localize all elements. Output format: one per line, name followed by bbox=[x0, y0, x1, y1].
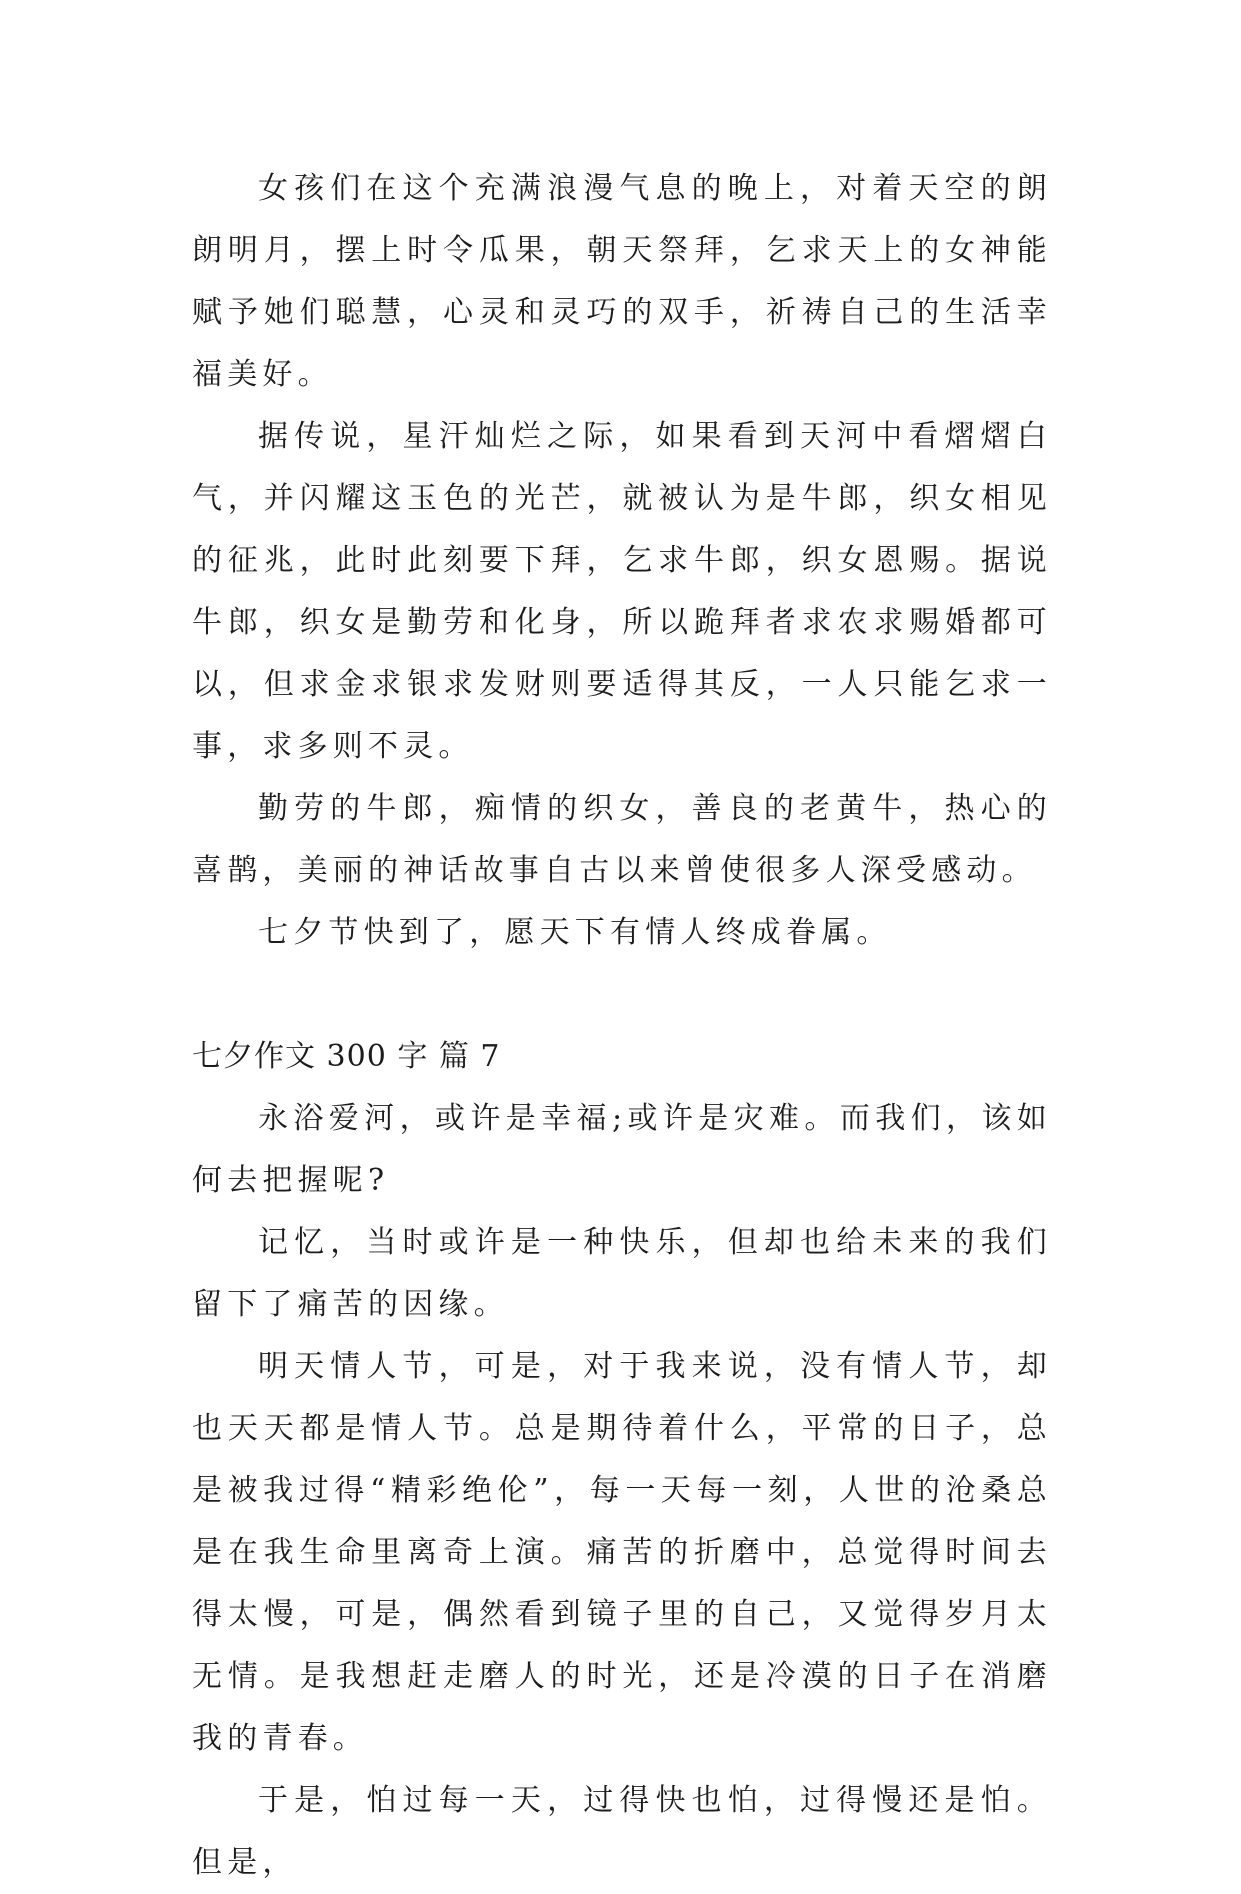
paragraph: 于是，怕过每一天，过得快也怕，过得慢还是怕。但是， bbox=[192, 1783, 1052, 1880]
paragraph: 据传说，星汗灿烂之际，如果看到天河中看熠熠白气，并闪耀这玉色的光芒，就被认为是牛郎，织女相见的征兆，此时此刻要下拜，乞求牛郎，织女恩赐。据说牛郎，织女是勤劳和化身，所以跪拜者求农求赐婚都可以，但求金求银求发财则要适得其反，一人只能乞求一事，求多则不灵。 bbox=[192, 419, 1052, 764]
paragraph: 永浴爱河，或许是幸福;或许是灾难。而我们，该如何去把握呢? bbox=[192, 1101, 1052, 1198]
paragraph: 七夕节快到了，愿天下有情人终成眷属。 bbox=[258, 915, 892, 950]
paragraph: 明天情人节，可是，对于我来说，没有情人节，却也天天都是情人节。总是期待着什么，平常的日子，总是被我过得“精彩绝伦”，每一天每一刻，人世的沧桑总是在我生命里离奇上演。痛苦的折磨中，总觉得时间去得太慢，可是，偶然看到镜子里的自己，又觉得岁月太无情。是我想赶走磨人的时光，还是冷漠的日子在消磨我的青春。 bbox=[192, 1349, 1052, 1756]
section-heading: 七夕作文 300 字 篇 7 bbox=[192, 1039, 501, 1074]
paragraph: 勤劳的牛郎，痴情的织女，善良的老黄牛，热心的喜鹊，美丽的神话故事自古以来曾使很多人深受感动。 bbox=[192, 791, 1052, 888]
section-spacer bbox=[192, 964, 1052, 1026]
paragraph: 记忆，当时或许是一种快乐，但却也给未来的我们留下了痛苦的因缘。 bbox=[192, 1225, 1052, 1322]
document-body bbox=[192, 158, 1052, 1894]
paragraph: 女孩们在这个充满浪漫气息的晚上，对着天空的朗朗明月，摆上时令瓜果，朝天祭拜，乞求天上的女神能赋予她们聪慧，心灵和灵巧的双手，祈祷自己的生活幸福美好。 bbox=[192, 171, 1052, 392]
